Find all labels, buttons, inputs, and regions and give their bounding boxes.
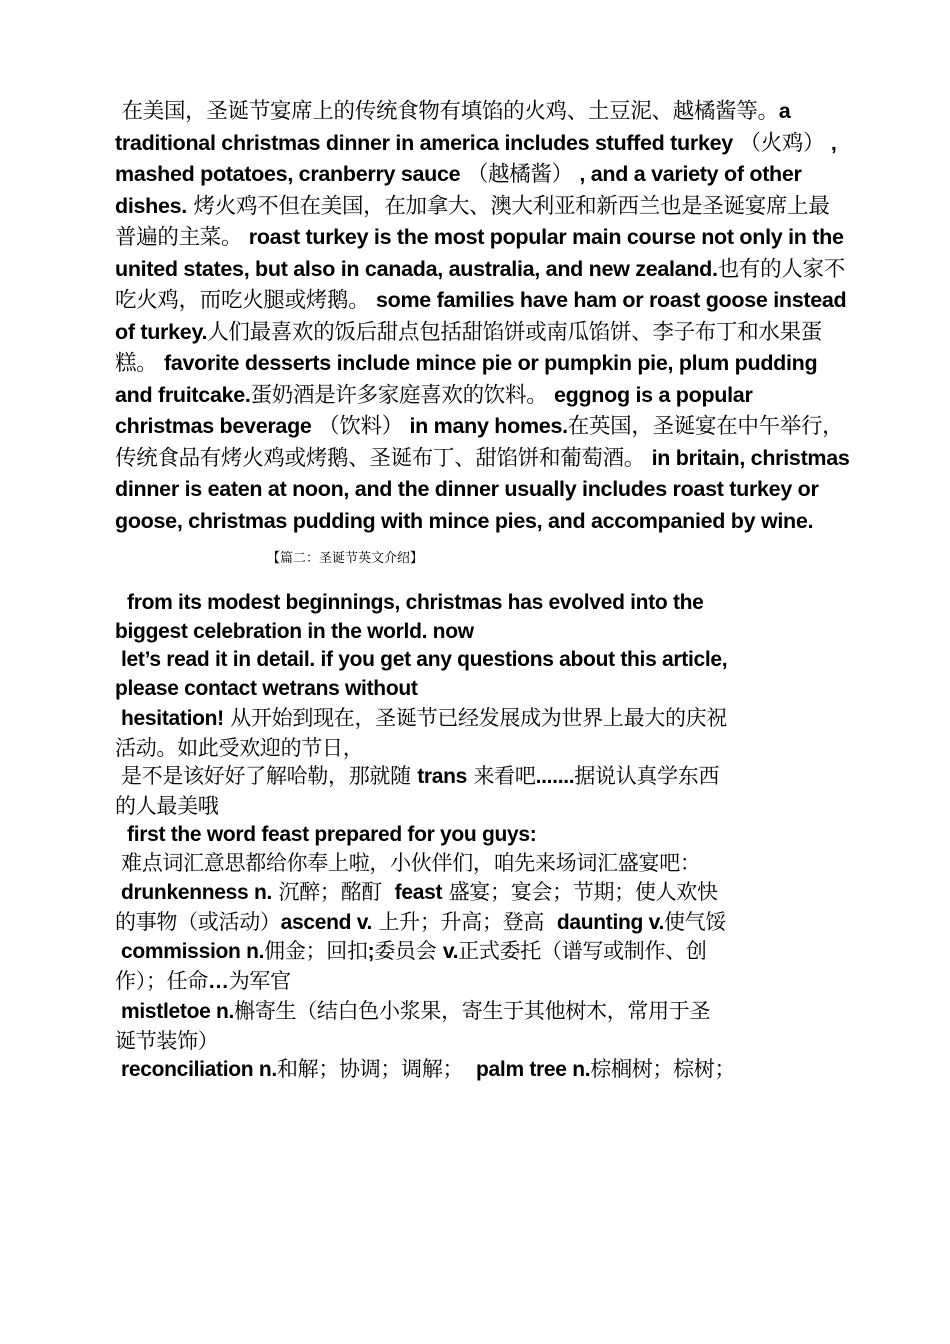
vocab-term: v.	[442, 940, 459, 964]
text-en: eggnog is a popular christmas beverage	[115, 382, 753, 438]
vocab-meaning: 上升；升高；登高	[378, 909, 545, 934]
vocab-line	[115, 908, 850, 938]
text-line: from its modest beginnings, christmas has evolved into the	[127, 591, 704, 614]
vocab-term: reconciliation n.	[121, 1058, 277, 1082]
text-en: some families have ham or roast goose instead of turkey.	[115, 288, 847, 344]
text-en: .......	[535, 765, 575, 789]
text-line: 难点词汇意思都给你奉上啦，小伙伴们，咱先来场词汇盛宴吧：	[121, 851, 701, 876]
text-cn: 在英国，圣诞宴在中午举行，传统食品有烤火鸡或烤鹅、圣诞布丁、甜馅饼和葡萄酒。	[115, 414, 844, 471]
text-en: a traditional christmas dinner in america includes stuffed turkey	[115, 99, 791, 155]
vocab-term: palm tree n.	[476, 1058, 591, 1082]
vocab-term: feast	[394, 881, 443, 905]
vocab-line	[115, 937, 850, 967]
text-en: in britain, christmas dinner is eaten at noon, and the dinner usually includes roast turkey or goose, christmas pudding with mince pies, and accompanied by wine.	[115, 445, 850, 533]
vocab-meaning: 委员会	[374, 939, 437, 964]
text-cn: 来看吧	[473, 764, 536, 789]
vocab-meaning: 的事物（或活动）	[115, 909, 281, 934]
text-en: favorite desserts include mince pie or pumpkin pie, plum pudding and fruitcake.	[115, 351, 818, 407]
section-heading: 【篇二：圣诞节英文介绍】	[267, 551, 424, 566]
text-line: 诞节装饰）	[115, 1028, 219, 1053]
vocab-line	[115, 878, 850, 908]
text-en: trans	[417, 765, 468, 789]
text-cn: 在美国，圣诞节宴席上的传统食物有填馅的火鸡、土豆泥、越橘酱等。	[121, 99, 779, 124]
vocab-term: mistletoe n.	[121, 999, 235, 1023]
vocab-meaning: 使气馁	[663, 909, 727, 934]
vocab-meaning: 盛宴；宴会；节期；使人欢快	[448, 880, 718, 905]
text-en: in many homes.	[409, 414, 568, 438]
document-page	[115, 96, 850, 1085]
vocab-line	[115, 967, 850, 997]
text-en: , mashed potatoes, cranberry sauce	[115, 130, 837, 186]
text-line: first the word feast prepared for you guys:	[127, 822, 537, 846]
text-line: biggest celebration in the world. now	[115, 619, 474, 643]
vocab-meaning: 佣金；回扣	[264, 939, 368, 964]
text-cn: （越橘酱）	[466, 162, 573, 187]
text-cn: 蛋奶酒是许多家庭喜欢的饮料。	[250, 382, 548, 408]
text-cn: （火鸡）	[739, 130, 825, 156]
vocab-meaning: 沉醉；酩酊	[278, 880, 382, 905]
vocab-term: daunting v.	[556, 910, 664, 934]
text-line: 活动。如此受欢迎的节日，	[115, 735, 364, 760]
vocab-term: commission n.	[121, 940, 265, 964]
text-line: 的人最美哦	[115, 793, 219, 818]
text-line: please contact wetrans without	[115, 677, 418, 701]
vocab-meaning: 棕榈树；棕树；	[590, 1057, 736, 1082]
text-en: , and a variety of other dishes.	[115, 162, 802, 218]
vocab-term: drunkenness n.	[121, 881, 273, 905]
text-en: roast turkey is the most popular main course not only in the united states, but also in canada, australia, and new zealand.	[115, 225, 844, 281]
vocab-meaning: 槲寄生（结白色小浆果，寄生于其他树木，常用于圣	[234, 998, 711, 1023]
section-two-body	[115, 589, 850, 1085]
vocab-line	[115, 997, 850, 1027]
text-en: …	[208, 970, 229, 994]
text-en: hesitation!	[121, 706, 224, 730]
text-cn: 据说认真学东西	[574, 764, 720, 789]
vocab-meaning: 和解；协调；调解；	[276, 1057, 464, 1082]
text-cn: 人们最喜欢的饭后甜点包括甜馅饼或南瓜馅饼、李子布丁和水果蛋糕。	[115, 319, 822, 376]
text-line: let’s read it in detail. if you get any questions about this article,	[121, 648, 728, 672]
vocab-meaning: 为军官	[228, 969, 291, 994]
text-cn: 从开始到现在，圣诞节已经发展成为世界上最大的庆祝	[230, 705, 728, 730]
text-en: ;	[367, 940, 375, 964]
vocab-meaning: 正式委托（谱写或制作、创	[458, 939, 707, 964]
vocab-meaning: 作）；任命	[115, 969, 208, 994]
text-line	[115, 704, 850, 734]
paragraph-christmas-dinner	[115, 96, 850, 537]
text-cn: （饮料）	[318, 414, 403, 439]
text-cn: 烤火鸡不但在美国，在加拿大、澳大利亚和新西兰也是圣诞宴席上最普遍的主菜。	[115, 193, 830, 250]
text-line	[115, 762, 850, 792]
vocab-line	[115, 1055, 850, 1085]
text-cn: 也有的人家不吃火鸡，而吃火腿或烤鹅。	[115, 256, 845, 313]
vocab-term: ascend v.	[280, 910, 373, 934]
text-cn: 是不是该好好了解哈勒，那就随	[121, 764, 411, 789]
